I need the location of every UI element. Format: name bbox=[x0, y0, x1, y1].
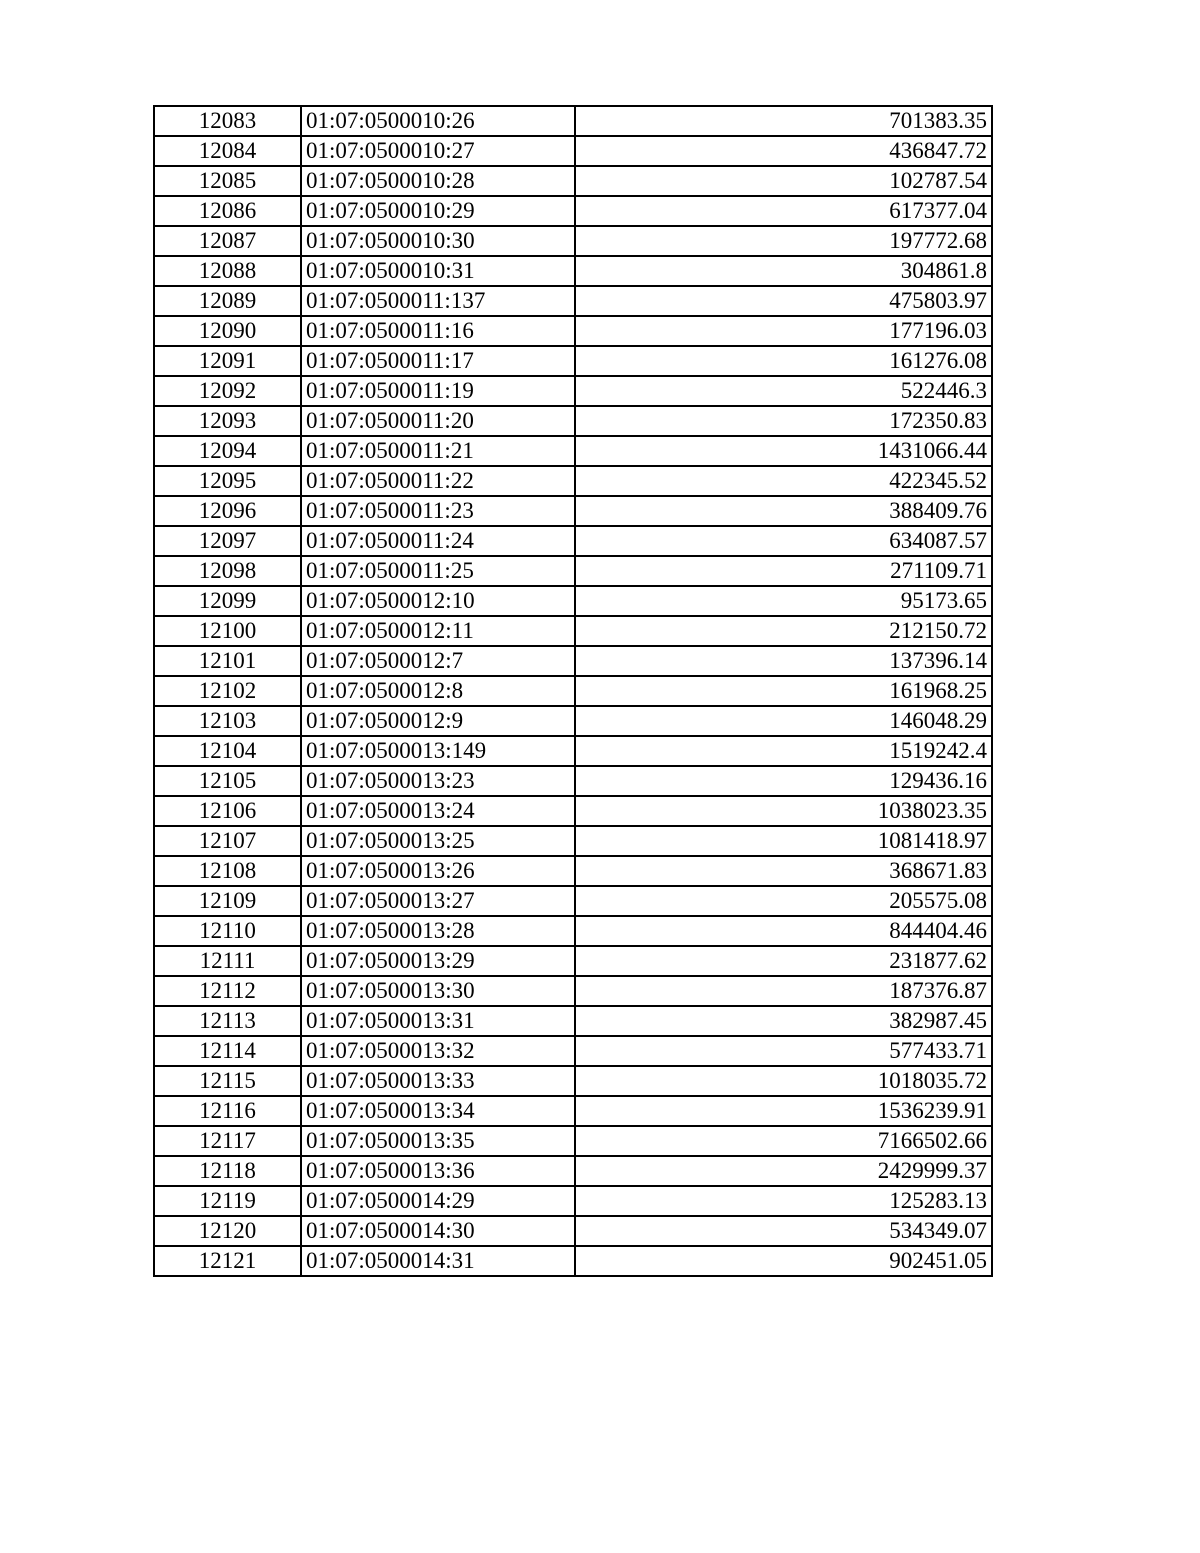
row-number-cell: 12094 bbox=[154, 436, 301, 466]
cadastral-code-cell: 01:07:0500013:34 bbox=[301, 1096, 575, 1126]
value-cell: 634087.57 bbox=[575, 526, 992, 556]
table-row bbox=[154, 916, 992, 946]
cadastral-code-cell: 01:07:0500011:19 bbox=[301, 376, 575, 406]
table-row bbox=[154, 1096, 992, 1126]
value-cell: 146048.29 bbox=[575, 706, 992, 736]
row-number-cell: 12109 bbox=[154, 886, 301, 916]
cadastral-code-cell: 01:07:0500010:31 bbox=[301, 256, 575, 286]
value-cell: 1536239.91 bbox=[575, 1096, 992, 1126]
value-cell: 177196.03 bbox=[575, 316, 992, 346]
row-number-cell: 12118 bbox=[154, 1156, 301, 1186]
cadastral-code-cell: 01:07:0500013:23 bbox=[301, 766, 575, 796]
cadastral-code-cell: 01:07:0500011:23 bbox=[301, 496, 575, 526]
value-cell: 388409.76 bbox=[575, 496, 992, 526]
value-cell: 304861.8 bbox=[575, 256, 992, 286]
cadastral-code-cell: 01:07:0500013:28 bbox=[301, 916, 575, 946]
cadastral-code-cell: 01:07:0500011:20 bbox=[301, 406, 575, 436]
row-number-cell: 12088 bbox=[154, 256, 301, 286]
table-row bbox=[154, 706, 992, 736]
cadastral-code-cell: 01:07:0500013:33 bbox=[301, 1066, 575, 1096]
value-cell: 125283.13 bbox=[575, 1186, 992, 1216]
row-number-cell: 12112 bbox=[154, 976, 301, 1006]
value-cell: 187376.87 bbox=[575, 976, 992, 1006]
row-number-cell: 12101 bbox=[154, 646, 301, 676]
row-number-cell: 12103 bbox=[154, 706, 301, 736]
cadastral-code-cell: 01:07:0500013:27 bbox=[301, 886, 575, 916]
cadastral-code-cell: 01:07:0500012:11 bbox=[301, 616, 575, 646]
row-number-cell: 12095 bbox=[154, 466, 301, 496]
value-cell: 1018035.72 bbox=[575, 1066, 992, 1096]
table-row bbox=[154, 376, 992, 406]
value-cell: 422345.52 bbox=[575, 466, 992, 496]
row-number-cell: 12087 bbox=[154, 226, 301, 256]
cadastral-code-cell: 01:07:0500010:30 bbox=[301, 226, 575, 256]
row-number-cell: 12083 bbox=[154, 106, 301, 136]
row-number-cell: 12084 bbox=[154, 136, 301, 166]
cadastral-code-cell: 01:07:0500010:28 bbox=[301, 166, 575, 196]
table-row bbox=[154, 676, 992, 706]
cadastral-code-cell: 01:07:0500013:36 bbox=[301, 1156, 575, 1186]
cadastral-code-cell: 01:07:0500013:30 bbox=[301, 976, 575, 1006]
table-row bbox=[154, 1156, 992, 1186]
row-number-cell: 12113 bbox=[154, 1006, 301, 1036]
value-cell: 271109.71 bbox=[575, 556, 992, 586]
data-table bbox=[153, 105, 993, 1277]
table-row bbox=[154, 556, 992, 586]
cadastral-code-cell: 01:07:0500013:24 bbox=[301, 796, 575, 826]
table-row bbox=[154, 766, 992, 796]
cadastral-code-cell: 01:07:0500014:30 bbox=[301, 1216, 575, 1246]
value-cell: 368671.83 bbox=[575, 856, 992, 886]
value-cell: 617377.04 bbox=[575, 196, 992, 226]
cadastral-code-cell: 01:07:0500011:137 bbox=[301, 286, 575, 316]
row-number-cell: 12099 bbox=[154, 586, 301, 616]
table-row bbox=[154, 226, 992, 256]
table-row bbox=[154, 1186, 992, 1216]
row-number-cell: 12116 bbox=[154, 1096, 301, 1126]
row-number-cell: 12093 bbox=[154, 406, 301, 436]
value-cell: 95173.65 bbox=[575, 586, 992, 616]
value-cell: 577433.71 bbox=[575, 1036, 992, 1066]
value-cell: 382987.45 bbox=[575, 1006, 992, 1036]
cadastral-code-cell: 01:07:0500011:16 bbox=[301, 316, 575, 346]
value-cell: 844404.46 bbox=[575, 916, 992, 946]
row-number-cell: 12097 bbox=[154, 526, 301, 556]
cadastral-code-cell: 01:07:0500012:9 bbox=[301, 706, 575, 736]
cadastral-code-cell: 01:07:0500014:29 bbox=[301, 1186, 575, 1216]
cadastral-code-cell: 01:07:0500012:8 bbox=[301, 676, 575, 706]
table-row bbox=[154, 796, 992, 826]
table-row bbox=[154, 586, 992, 616]
value-cell: 7166502.66 bbox=[575, 1126, 992, 1156]
value-cell: 197772.68 bbox=[575, 226, 992, 256]
row-number-cell: 12119 bbox=[154, 1186, 301, 1216]
table-row bbox=[154, 106, 992, 136]
row-number-cell: 12117 bbox=[154, 1126, 301, 1156]
value-cell: 161276.08 bbox=[575, 346, 992, 376]
row-number-cell: 12108 bbox=[154, 856, 301, 886]
row-number-cell: 12121 bbox=[154, 1246, 301, 1276]
value-cell: 102787.54 bbox=[575, 166, 992, 196]
table-row bbox=[154, 466, 992, 496]
table-body bbox=[154, 106, 992, 1276]
cadastral-code-cell: 01:07:0500012:10 bbox=[301, 586, 575, 616]
table-row bbox=[154, 256, 992, 286]
table-row bbox=[154, 316, 992, 346]
table-row bbox=[154, 436, 992, 466]
cadastral-code-cell: 01:07:0500013:149 bbox=[301, 736, 575, 766]
row-number-cell: 12096 bbox=[154, 496, 301, 526]
value-cell: 1081418.97 bbox=[575, 826, 992, 856]
value-cell: 902451.05 bbox=[575, 1246, 992, 1276]
value-cell: 1519242.4 bbox=[575, 736, 992, 766]
row-number-cell: 12114 bbox=[154, 1036, 301, 1066]
value-cell: 172350.83 bbox=[575, 406, 992, 436]
cadastral-code-cell: 01:07:0500011:22 bbox=[301, 466, 575, 496]
table-row bbox=[154, 976, 992, 1006]
table-row bbox=[154, 1126, 992, 1156]
cadastral-code-cell: 01:07:0500013:35 bbox=[301, 1126, 575, 1156]
row-number-cell: 12110 bbox=[154, 916, 301, 946]
row-number-cell: 12092 bbox=[154, 376, 301, 406]
cadastral-code-cell: 01:07:0500011:24 bbox=[301, 526, 575, 556]
table-row bbox=[154, 886, 992, 916]
cadastral-code-cell: 01:07:0500010:29 bbox=[301, 196, 575, 226]
value-cell: 701383.35 bbox=[575, 106, 992, 136]
table-row bbox=[154, 1066, 992, 1096]
table-row bbox=[154, 496, 992, 526]
row-number-cell: 12102 bbox=[154, 676, 301, 706]
table-row bbox=[154, 196, 992, 226]
row-number-cell: 12090 bbox=[154, 316, 301, 346]
value-cell: 436847.72 bbox=[575, 136, 992, 166]
table-row bbox=[154, 1036, 992, 1066]
row-number-cell: 12115 bbox=[154, 1066, 301, 1096]
row-number-cell: 12107 bbox=[154, 826, 301, 856]
table-row bbox=[154, 1246, 992, 1276]
value-cell: 1038023.35 bbox=[575, 796, 992, 826]
row-number-cell: 12106 bbox=[154, 796, 301, 826]
row-number-cell: 12111 bbox=[154, 946, 301, 976]
value-cell: 1431066.44 bbox=[575, 436, 992, 466]
value-cell: 161968.25 bbox=[575, 676, 992, 706]
table-row bbox=[154, 1006, 992, 1036]
value-cell: 534349.07 bbox=[575, 1216, 992, 1246]
cadastral-code-cell: 01:07:0500013:31 bbox=[301, 1006, 575, 1036]
value-cell: 129436.16 bbox=[575, 766, 992, 796]
cadastral-code-cell: 01:07:0500013:32 bbox=[301, 1036, 575, 1066]
row-number-cell: 12105 bbox=[154, 766, 301, 796]
row-number-cell: 12086 bbox=[154, 196, 301, 226]
value-cell: 137396.14 bbox=[575, 646, 992, 676]
value-cell: 2429999.37 bbox=[575, 1156, 992, 1186]
row-number-cell: 12104 bbox=[154, 736, 301, 766]
table-row bbox=[154, 646, 992, 676]
table-row bbox=[154, 736, 992, 766]
cadastral-code-cell: 01:07:0500013:26 bbox=[301, 856, 575, 886]
table-row bbox=[154, 286, 992, 316]
table-row bbox=[154, 526, 992, 556]
cadastral-code-cell: 01:07:0500011:25 bbox=[301, 556, 575, 586]
row-number-cell: 12091 bbox=[154, 346, 301, 376]
cadastral-code-cell: 01:07:0500014:31 bbox=[301, 1246, 575, 1276]
cadastral-code-cell: 01:07:0500010:26 bbox=[301, 106, 575, 136]
table-row bbox=[154, 826, 992, 856]
table-row bbox=[154, 406, 992, 436]
cadastral-code-cell: 01:07:0500010:27 bbox=[301, 136, 575, 166]
value-cell: 522446.3 bbox=[575, 376, 992, 406]
cadastral-code-cell: 01:07:0500012:7 bbox=[301, 646, 575, 676]
value-cell: 231877.62 bbox=[575, 946, 992, 976]
cadastral-code-cell: 01:07:0500013:25 bbox=[301, 826, 575, 856]
table-row bbox=[154, 856, 992, 886]
row-number-cell: 12085 bbox=[154, 166, 301, 196]
cadastral-code-cell: 01:07:0500011:17 bbox=[301, 346, 575, 376]
table-row bbox=[154, 166, 992, 196]
row-number-cell: 12098 bbox=[154, 556, 301, 586]
value-cell: 212150.72 bbox=[575, 616, 992, 646]
row-number-cell: 12100 bbox=[154, 616, 301, 646]
table-row bbox=[154, 346, 992, 376]
row-number-cell: 12089 bbox=[154, 286, 301, 316]
value-cell: 475803.97 bbox=[575, 286, 992, 316]
cadastral-code-cell: 01:07:0500011:21 bbox=[301, 436, 575, 466]
table-row bbox=[154, 136, 992, 166]
table-row bbox=[154, 616, 992, 646]
table-row bbox=[154, 1216, 992, 1246]
table-row bbox=[154, 946, 992, 976]
row-number-cell: 12120 bbox=[154, 1216, 301, 1246]
cadastral-code-cell: 01:07:0500013:29 bbox=[301, 946, 575, 976]
value-cell: 205575.08 bbox=[575, 886, 992, 916]
